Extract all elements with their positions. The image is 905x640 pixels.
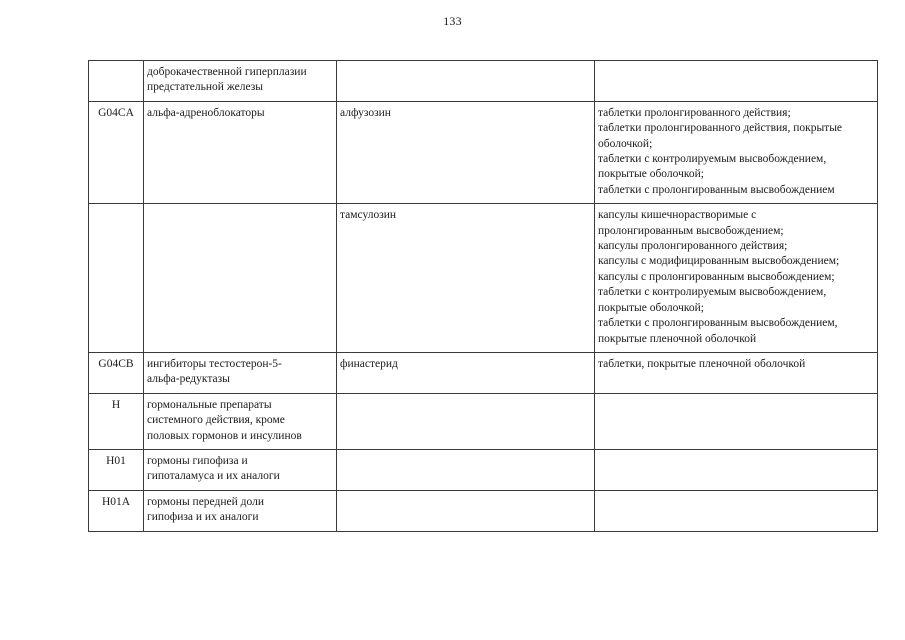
table-body [89, 61, 878, 532]
group-name-cell [144, 352, 337, 393]
group-name-cell [144, 101, 337, 203]
substance-cell: финастерид [337, 352, 595, 393]
atc-code-cell: H01 [89, 449, 144, 490]
dosage-form-line: таблетки с контролируемым высвобождением, [598, 153, 827, 166]
group-name-line: альфа-адреноблокаторы [147, 106, 265, 119]
group-name-line: системного действия, кроме [147, 414, 285, 427]
page-number: 133 [443, 14, 462, 28]
table-row [89, 204, 878, 353]
dosage-form-line: капсулы кишечнорастворимые с [598, 209, 757, 222]
dosage-form-line: пролонгированным высвобождением; [598, 224, 784, 237]
group-name-line: гормоны передней доли [147, 495, 264, 508]
atc-code-cell [89, 204, 144, 353]
dosage-forms-cell [595, 101, 878, 203]
dosage-form-line: покрытые пленочной оболочкой [598, 332, 757, 345]
group-name-cell [144, 204, 337, 353]
dosage-form-line: капсулы с пролонгированным высвобождением; [598, 270, 835, 283]
group-name-line: гипофиза и их аналоги [147, 511, 259, 524]
atc-code-cell: G04CB [89, 352, 144, 393]
table-row [89, 101, 878, 203]
atc-code-cell [89, 61, 144, 102]
group-name-line: половых гормонов и инсулинов [147, 429, 302, 442]
atc-code-cell: H01A [89, 490, 144, 531]
dosage-forms-cell [595, 204, 878, 353]
group-name-line: доброкачественной гиперплазии [147, 66, 307, 78]
group-name-line: ингибиторы тестостерон-5- [147, 357, 282, 370]
group-name-cell [144, 61, 337, 102]
group-name-line: гипоталамуса и их аналоги [147, 470, 280, 483]
dosage-form-line: таблетки пролонгированного действия; [598, 106, 791, 119]
substance-cell [337, 449, 595, 490]
dosage-form-line: покрытые оболочкой; [598, 301, 704, 314]
group-name-cell [144, 393, 337, 449]
dosage-form-line: таблетки, покрытые пленочной оболочкой [598, 357, 806, 370]
substance-cell [337, 490, 595, 531]
atc-code-cell: G04CA [89, 101, 144, 203]
group-name-line: предстательной железы [147, 81, 263, 94]
dosage-form-line: таблетки пролонгированного действия, покрытые [598, 122, 843, 135]
dosage-form-line: таблетки с пролонгированным высвобождением, [598, 317, 838, 330]
substance-cell: тамсулозин [337, 204, 595, 353]
dosage-form-line: таблетки с пролонгированным высвобождением [598, 183, 835, 196]
dosage-form-line: таблетки с контролируемым высвобождением, [598, 286, 827, 299]
group-name-line: гормоны гипофиза и [147, 454, 248, 467]
dosage-form-line: покрытые оболочкой; [598, 168, 704, 181]
table-row [89, 393, 878, 449]
substance-cell: алфузозин [337, 101, 595, 203]
table-row [89, 490, 878, 531]
substance-cell [337, 61, 595, 102]
dosage-form-line: капсулы с модифицированным высвобождением; [598, 255, 840, 268]
table-row [89, 449, 878, 490]
drug-classification-table [88, 60, 878, 532]
dosage-forms-cell [595, 61, 878, 102]
table-row [89, 352, 878, 393]
atc-code-cell: H [89, 393, 144, 449]
group-name-line: альфа-редуктазы [147, 373, 230, 386]
dosage-forms-cell [595, 449, 878, 490]
group-name-line: гормональные препараты [147, 398, 272, 411]
table-row [89, 61, 878, 102]
dosage-form-line: оболочкой; [598, 137, 653, 150]
dosage-forms-cell [595, 352, 878, 393]
dosage-form-line: капсулы пролонгированного действия; [598, 240, 788, 253]
substance-cell [337, 393, 595, 449]
dosage-forms-cell [595, 490, 878, 531]
dosage-forms-cell [595, 393, 878, 449]
group-name-cell [144, 449, 337, 490]
group-name-cell [144, 490, 337, 531]
